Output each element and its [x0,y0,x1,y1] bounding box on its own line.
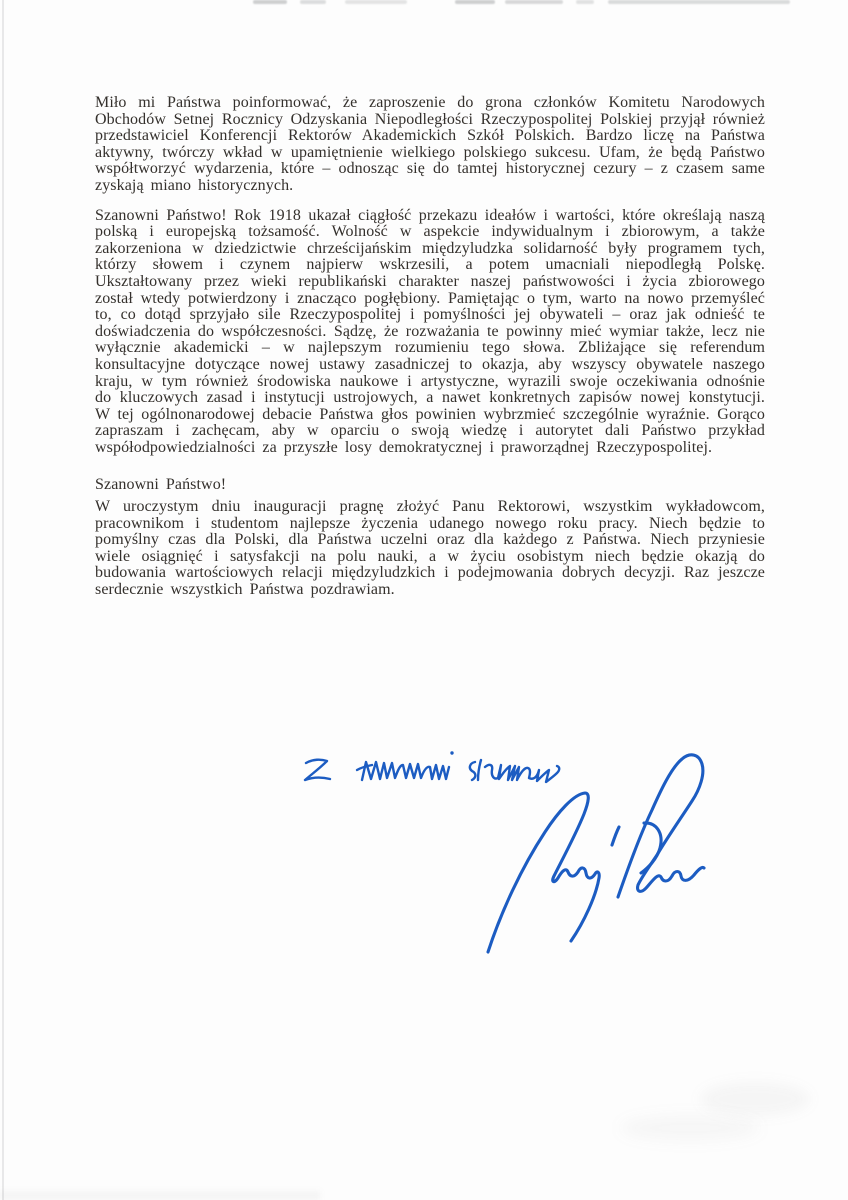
letter-paragraph: W uroczystym dniu inauguracji pragnę złożyć Panu Rektorowi, wszystkim wykładowcom, pracownikom i studentom najlepsze życzenia udanego nowego roku pracy. Niech będzie to pomyślny czas dla Polski, dla Państwa uczelni oraz dla każdego z Państwa. Niech przyniesie wiele osiągnięć i satysfakcji na polu nauki, a w życiu osobistym niech będzie okazją do budowania wartościowych relacji międzyludzkich i podejmowania dobrych decyzji. Raz jeszcze serdecznie wszystkich Państwa pozdrawiam. [95,498,765,599]
letter-paragraph: Miło mi Państwa poinformować, że zaproszenie do grona członków Komitetu Narodowych Obchodów Setnej Rocznicy Odzyskania Niepodległości Rzeczypospolitej Polskiej przyjął również przedstawiciel Konferencji Rektorów Akademickich Szkół Polskich. Bardzo liczę na Państwa aktywny, twórczy wkład w upamiętnienie wielkiego polskiego sukcesu. Ufam, że będą Państwo współtworzyć wydarzenia, które – odnosząc się do tamtej historycznej cezury – z czasem same zyskają miano historycznych. [95,94,765,194]
scan-artifact-left-edge [2,0,4,1200]
scan-artifact-bottom-edge [0,1191,320,1200]
scan-artifact-top-edge [455,0,495,4]
letter-body [95,95,765,612]
scan-artifact-top-edge [300,0,326,4]
letter-paragraph: Szanowni Państwo! Rok 1918 ukazał ciągłość przekazu ideałów i wartości, które określają naszą polską i europejską tożsamość. Wolność w aspekcie indywidualnym i zbiorowym, a także zakorzeniona w dziedzictwie chrześcijańskim międzyludzka solidarność były programem tych, którzy słowem i czynem najpierw wskrzesili, a potem umacniali niepodległą Polskę. Ukształtowany przez wieki republikański charakter naszej państwowości i życia zbiorowego został wtedy potwierdzony i znacząco pogłębiony. Pamiętając o tym, warto na nowo przemyśleć to, co dotąd sprzyjało sile Rzeczypospolitej i pomyślności jej obywateli – oraz jak odnieść te doświadczenia do współczesności. Sądzę, że rozważania te powinny mieć wymiar także, lecz nie wyłącznie akademicki – w najlepszym rozumieniu tego słowa. Zbliżające się referendum konsultacyjne dotyczące nowej ustawy zasadniczej to okazja, aby wszyscy obywatele naszego kraju, w tym również środowiska naukowe i artystyczne, wyrazili swoje oczekiwania odnośnie do kluczowych zasad i instytucji ustrojowych, a nawet konkretnych zapisów nowej konstytucji. W tej ogólnonarodowej debacie Państwa głos powinien wybrzmieć szczególnie wyraźnie. Gorąco zapraszam i zachęcam, aby w oparciu o swoją wiedzę i autorytet dali Państwo przykład współodpowiedzialności za przyszłe losy demokratycznej i praworządnej Rzeczypospolitej. [95,206,765,456]
scan-artifact-top-edge [576,0,594,4]
scan-artifact-top-edge [505,0,563,4]
scan-artifact-smudge [620,1115,760,1141]
scan-artifact-top-edge [608,0,790,4]
handwritten-signature [488,755,704,952]
scan-artifact-top-edge [253,0,287,4]
scan-artifact-top-edge [345,0,407,4]
scan-artifact-smudge [700,1082,810,1116]
handwritten-closing [305,751,559,782]
letter-salutation: Szanowni Państwo! [95,476,227,494]
